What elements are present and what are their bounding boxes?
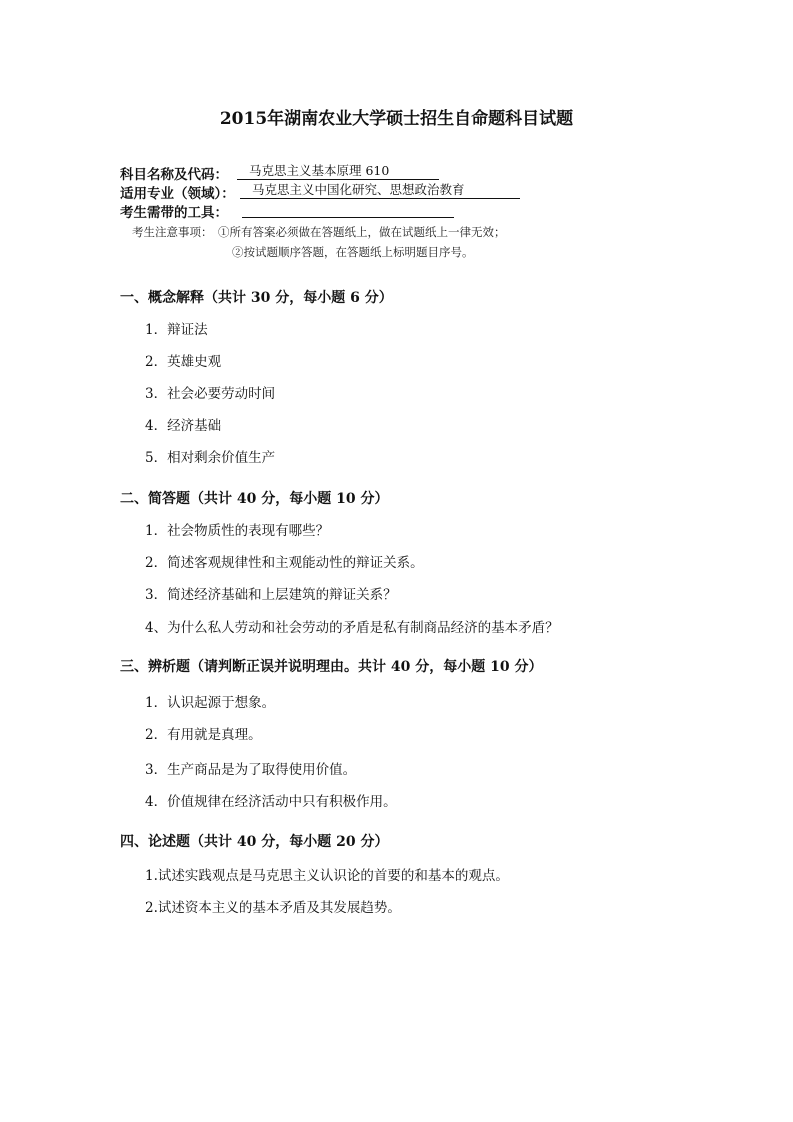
question-item: 2．英雄史观 (145, 354, 222, 370)
question-item: 4．经济基础 (145, 418, 222, 434)
subject-value: 马克思主义基本原理 610 (237, 163, 439, 180)
section-2-heading: 二、简答题（共计 40 分，每小题 10 分） (120, 491, 389, 507)
major-label: 适用专业（领域）： (120, 186, 235, 202)
page-title: 2015年湖南农业大学硕士招生自命题科目试题 (219, 109, 574, 129)
question-item: 4、为什么私人劳动和社会劳动的矛盾是私有制商品经济的基本矛盾？ (145, 620, 559, 636)
question-item: 1.试述实践观点是马克思主义认识论的首要的和基本的观点。 (145, 868, 509, 884)
question-item: 2．有用就是真理。 (145, 727, 262, 743)
question-item: 1．社会物质性的表现有哪些？ (145, 523, 330, 539)
question-item: 1．认识起源于想象。 (145, 695, 276, 711)
question-item: 3．生产商品是为了取得使用价值。 (145, 762, 357, 778)
question-item: 3．简述经济基础和上层建筑的辩证关系？ (145, 587, 397, 603)
question-item: 5．相对剩余价值生产 (145, 450, 276, 466)
question-item: 2.试述资本主义的基本矛盾及其发展趋势。 (145, 900, 401, 916)
section-1-heading: 一、概念解释（共计 30 分，每小题 6 分） (120, 290, 393, 306)
question-item: 3．社会必要劳动时间 (145, 386, 276, 402)
tools-value (242, 201, 454, 218)
notes-label: 考生注意事项： (132, 225, 213, 239)
major-value: 马克思主义中国化研究、思想政治教育 (240, 182, 520, 199)
question-item: 1．辩证法 (145, 322, 208, 338)
note-2: ②按试题顺序答题，在答题纸上标明题目序号。 (232, 245, 474, 259)
section-3-heading: 三、辨析题（请判断正误并说明理由。共计 40 分，每小题 10 分） (120, 659, 543, 675)
tools-label: 考生需带的工具： (120, 205, 228, 221)
subject-label: 科目名称及代码： (120, 167, 228, 183)
question-item: 4．价值规律在经济活动中只有积极作用。 (145, 794, 397, 810)
question-item: 2．简述客观规律性和主观能动性的辩证关系。 (145, 555, 424, 571)
note-1: ①所有答案必须做在答题纸上，做在试题纸上一律无效； (218, 225, 506, 239)
section-4-heading: 四、论述题（共计 40 分，每小题 20 分） (120, 834, 389, 850)
